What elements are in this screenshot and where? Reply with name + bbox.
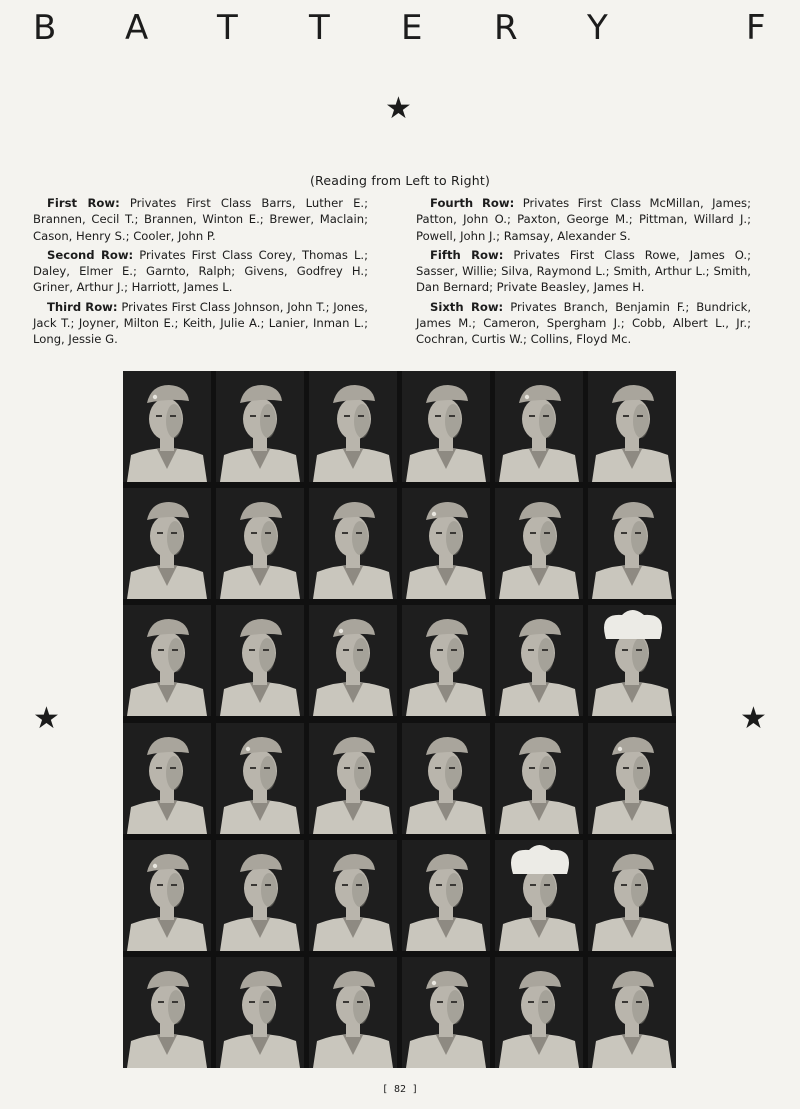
row-label: Third Row: <box>47 299 118 314</box>
portrait-photo <box>123 840 211 951</box>
row-label: Second Row: <box>47 247 134 262</box>
row-label: First Row: <box>47 196 120 210</box>
portrait-photo <box>123 957 211 1068</box>
roster-entry <box>416 299 751 348</box>
portrait-photo <box>123 371 211 482</box>
portrait-photo <box>123 488 211 599</box>
portrait-photo <box>402 957 490 1068</box>
title-letter: E <box>401 8 423 48</box>
page-title <box>0 8 800 52</box>
portrait-photo <box>402 371 490 482</box>
title-letter: A <box>125 8 149 48</box>
portrait-photo <box>402 488 490 599</box>
title-letter: R <box>494 8 518 48</box>
portrait-photo <box>123 605 211 716</box>
roster-left-column <box>33 195 368 351</box>
portrait-photo <box>588 840 676 951</box>
portrait-photo <box>588 723 676 834</box>
title-letter: Y <box>587 8 608 48</box>
roster-entry <box>416 195 751 244</box>
roster-entry <box>33 247 368 296</box>
portrait-photo <box>309 605 397 716</box>
portrait-photo <box>216 723 304 834</box>
row-names: Privates First Class Johnson, John T.; Jones, Jack T.; Joyner, Milton E.; Keith, Julie A.; Lanier, Inman L.; Long, Jessie G. <box>33 299 368 347</box>
row-names: Privates First Class Rowe, James O.; Sasser, Willie; Silva, Raymond L.; Smith, Arthur L.; Smith, Dan Bernard; Private Beasley, James H. <box>416 247 752 295</box>
portrait-photo <box>309 723 397 834</box>
roster-right-column <box>416 195 751 351</box>
portrait-photo <box>495 488 583 599</box>
page-number: [ 82 ] <box>381 1084 419 1095</box>
portrait-photo <box>309 957 397 1068</box>
portrait-photo <box>588 957 676 1068</box>
portrait-photo <box>588 488 676 599</box>
row-label: Fifth Row: <box>430 247 504 262</box>
portrait-photo <box>495 371 583 482</box>
row-names: Privates First Class Barrs, Luther E.; Brannen, Cecil T.; Brannen, Winton E.; Brewer, Maclain; Cason, Henry S.; Cooler, John P. <box>33 196 369 243</box>
portrait-grid <box>123 371 676 1068</box>
portrait-photo <box>216 488 304 599</box>
row-label: Sixth Row: <box>430 299 504 314</box>
portrait-photo <box>402 723 490 834</box>
star-icon: ★ <box>740 701 767 736</box>
portrait-photo <box>495 723 583 834</box>
roster-entry <box>416 247 751 296</box>
portrait-photo <box>216 605 304 716</box>
portrait-photo <box>588 605 676 716</box>
title-letter: F <box>746 8 766 48</box>
portrait-photo <box>309 840 397 951</box>
title-letter: T <box>217 8 238 48</box>
portrait-photo <box>309 371 397 482</box>
portrait-photo <box>495 840 583 951</box>
title-letter: B <box>33 8 57 48</box>
portrait-photo <box>216 957 304 1068</box>
portrait-photo <box>216 371 304 482</box>
row-label: Fourth Row: <box>430 196 515 210</box>
roster-entry <box>33 195 368 244</box>
portrait-photo <box>495 605 583 716</box>
portrait-photo <box>495 957 583 1068</box>
portrait-photo <box>216 840 304 951</box>
portrait-photo <box>402 605 490 716</box>
star-icon: ★ <box>385 91 412 126</box>
portrait-photo <box>123 723 211 834</box>
roster-entry <box>33 299 368 348</box>
title-letter: T <box>309 8 330 48</box>
portrait-photo <box>309 488 397 599</box>
portrait-photo <box>588 371 676 482</box>
portrait-photo <box>402 840 490 951</box>
reading-order-note: (Reading from Left to Right) <box>309 173 491 188</box>
star-icon: ★ <box>33 701 60 736</box>
row-names: Privates First Class McMillan, James; Patton, John O.; Paxton, George M.; Pittman, Willard J.; Powell, John J.; Ramsay, Alexander S. <box>416 196 751 243</box>
row-names: Privates First Class Corey, Thomas L.; Daley, Elmer E.; Garnto, Ralph; Givens, Godfrey H.; Griner, Arthur J.; Harriott, James L. <box>33 247 368 295</box>
row-names: Privates Branch, Benjamin F.; Bundrick, James M.; Cameron, Spergham J.; Cobb, Albert L., Jr.; Cochran, Curtis W.; Collins, Floyd Mc. <box>416 299 751 347</box>
